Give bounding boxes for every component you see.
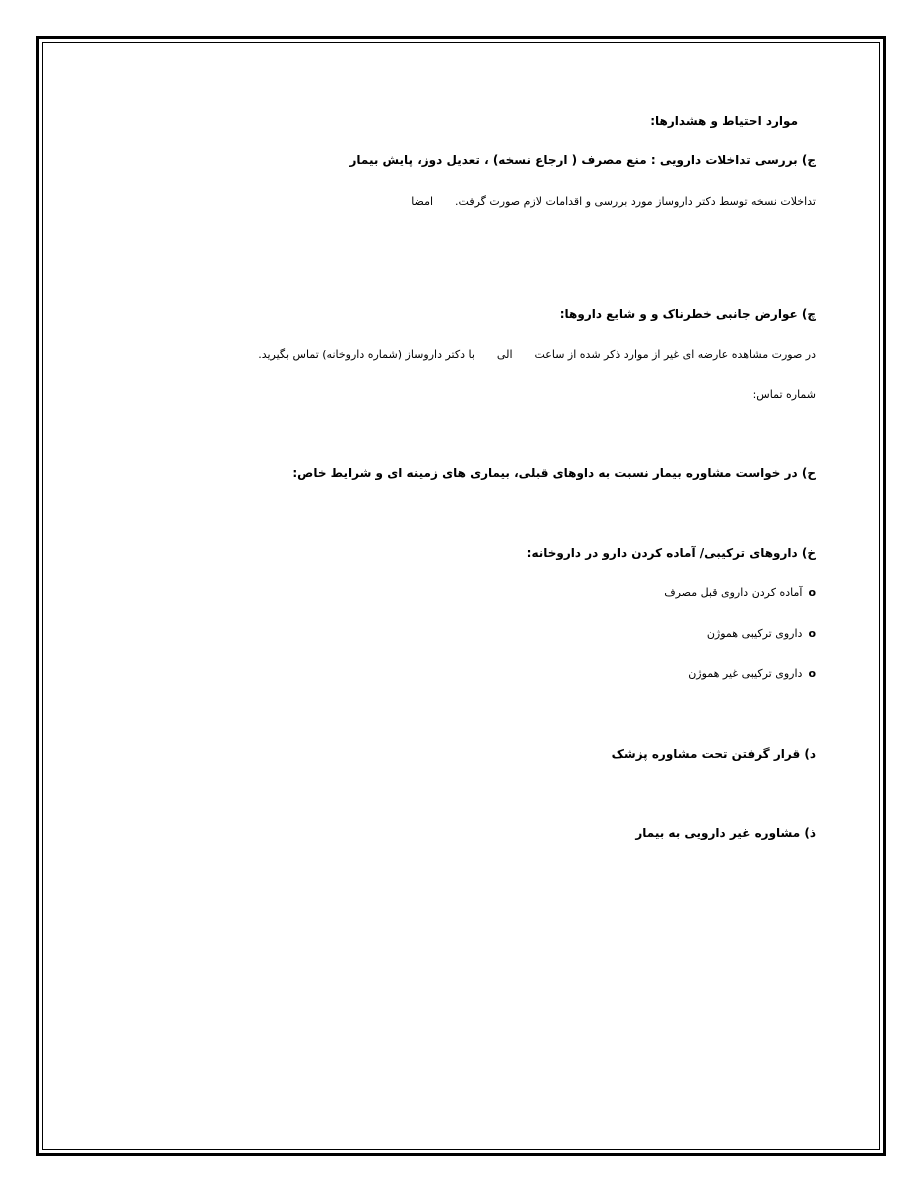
doctor-consult-heading: د) قرار گرفتن تحت مشاوره پزشک: [611, 747, 816, 761]
bullet-icon: o: [808, 627, 816, 640]
compound-item-3: [688, 667, 816, 680]
side-effects-text-part2: الی: [496, 348, 513, 361]
compound-item-1: [664, 586, 816, 599]
interactions-heading: ج) بررسی تداخلات دارویی : منع مصرف ( ارجاع نسخه) ، تعدیل دوز، پایش بیمار: [349, 153, 816, 167]
side-effects-text-part1: در صورت مشاهده عارضه ای غیر از موارد ذکر شده از ساعت: [534, 348, 816, 361]
compound-item-1-label: آماده کردن داروی قبل مصرف: [664, 586, 803, 599]
non-drug-consult-heading: ذ) مشاوره غیر دارویی به بیمار: [635, 826, 816, 840]
cautions-title: موارد احتیاط و هشدارها:: [650, 114, 798, 128]
compound-heading: خ) داروهای ترکیبی/ آماده کردن دارو در داروخانه:: [526, 546, 816, 560]
request-heading: ح) در خواست مشاوره بیمار نسبت به داوهای قبلی، بیماری های زمینه ای و شرایط خاص:: [292, 466, 816, 480]
compound-item-2-label: داروی ترکیبی هموژن: [706, 627, 803, 640]
bullet-icon: o: [808, 667, 816, 680]
interactions-text: تداخلات نسخه توسط دکتر داروساز مورد بررسی و اقدامات لازم صورت گرفت.: [455, 195, 816, 208]
signature-label: امضا: [411, 195, 434, 208]
side-effects-text-row: [258, 348, 816, 361]
contact-label: شماره تماس:: [752, 388, 816, 401]
compound-item-3-label: داروی ترکیبی غیر هموژن: [688, 667, 803, 680]
compound-item-2: [707, 627, 816, 640]
interactions-text-row: [411, 195, 816, 208]
side-effects-heading: چ) عوارض جانبی خطرناک و و شایع داروها:: [559, 307, 816, 321]
side-effects-text-part3: با دکتر داروساز (شماره داروخانه) تماس بگیرید.: [258, 348, 475, 361]
bullet-icon: o: [808, 586, 816, 599]
